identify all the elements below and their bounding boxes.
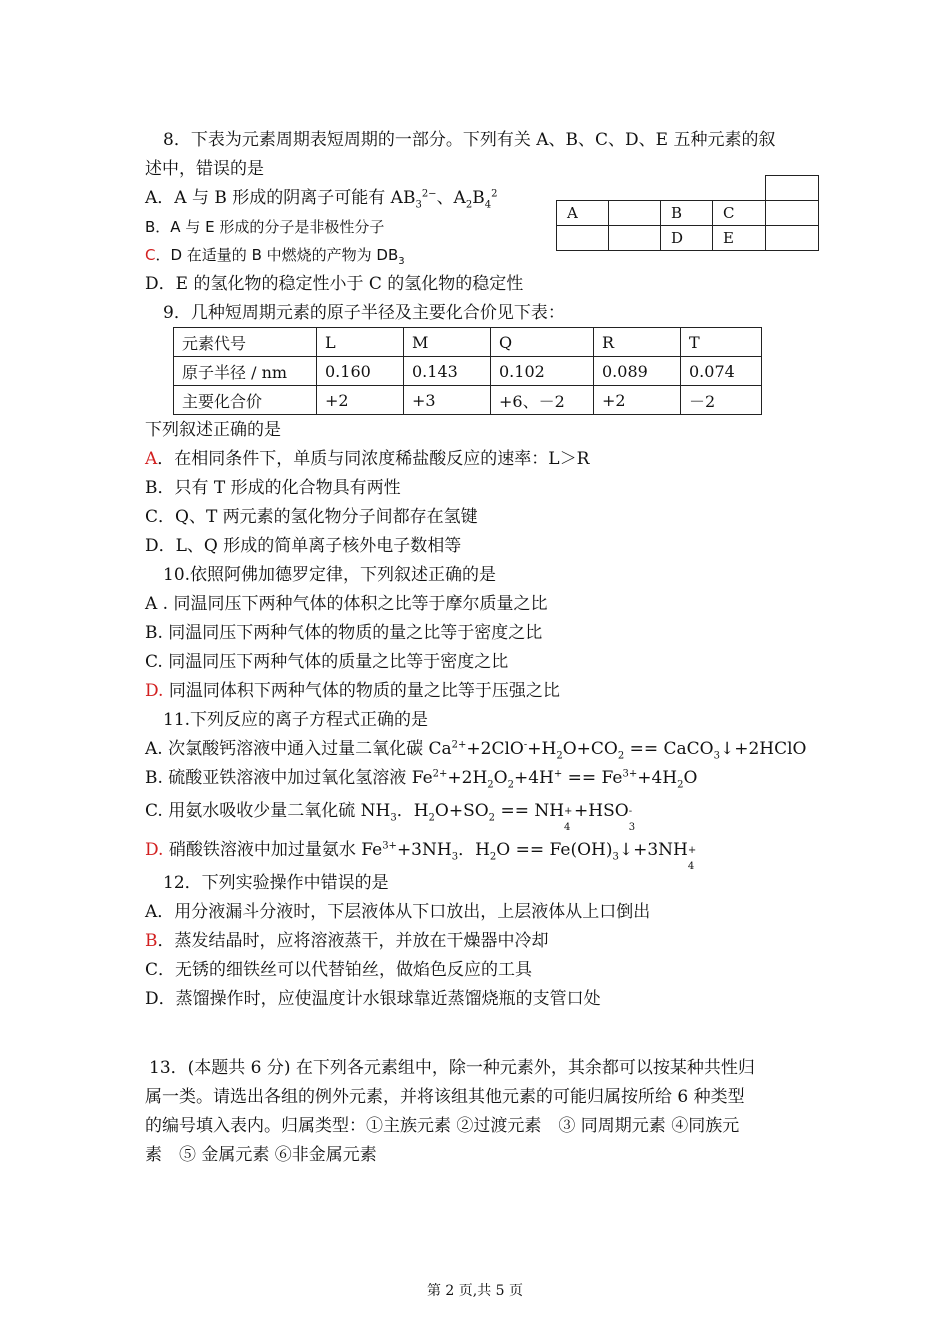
table-row bbox=[174, 386, 762, 415]
ptable-cell-empty bbox=[557, 226, 609, 251]
table-cell: +2 bbox=[594, 386, 681, 415]
q12-option-b-text: ．蒸发结晶时，应将溶液蒸干，并放在干燥器中冷却 bbox=[157, 931, 549, 951]
table-cell: +3 bbox=[404, 386, 491, 415]
q13-stem-line2: 属一类。请选出各组的例外元素，并将该组其他元素的可能归属按所给 6 种类型 bbox=[145, 1087, 745, 1107]
q12-option-d: D．蒸馏操作时，应使温度计水银球靠近蒸馏烧瓶的支管口处 bbox=[145, 989, 601, 1009]
table-cell: R bbox=[594, 328, 681, 357]
q8-option-d: D．E 的氢化物的稳定性小于 C 的氢化物的稳定性 bbox=[145, 274, 524, 294]
q12-option-b bbox=[145, 929, 549, 953]
table-cell: M bbox=[404, 328, 491, 357]
table-cell: Q bbox=[491, 328, 594, 357]
q10-option-b: B. 同温同压下两种气体的物质的量之比等于密度之比 bbox=[145, 623, 543, 643]
table-cell: 原子半径 / nm bbox=[174, 357, 317, 386]
table-cell: 0.074 bbox=[681, 357, 762, 386]
ptable-empty-cell bbox=[765, 176, 818, 201]
q9-option-c: C．Q、T 两元素的氢化物分子间都存在氢键 bbox=[145, 507, 478, 527]
q11-option-d-mark: D. bbox=[145, 840, 164, 860]
table-cell: +6、－2 bbox=[491, 386, 594, 415]
q8-option-a-mid: 、A bbox=[436, 188, 466, 208]
table-cell: 0.089 bbox=[594, 357, 681, 386]
ptable-cell-a: A bbox=[557, 201, 609, 226]
q11-stem: 11.下列反应的离子方程式正确的是 bbox=[163, 710, 429, 730]
ptable-cell-empty bbox=[765, 201, 818, 226]
table-row bbox=[174, 328, 762, 357]
q11-option-d-text: 硝酸铁溶液中加过量氨水 bbox=[163, 840, 356, 860]
ptable-cell-d: D bbox=[661, 226, 713, 251]
q13-stem-line3: 的编号填入表内。归属类型：①主族元素 ②过渡元素 ③ 同周期元素 ④同族元 bbox=[145, 1116, 740, 1136]
q12-option-c: C．无锈的细铁丝可以代替铂丝，做焰色反应的工具 bbox=[145, 960, 533, 980]
table-cell: －2 bbox=[681, 386, 762, 415]
ptable-cell-c: C bbox=[713, 201, 766, 226]
q8-option-c-mark: C bbox=[145, 246, 156, 264]
ptable-cell-empty bbox=[609, 201, 661, 226]
table-cell: L bbox=[317, 328, 404, 357]
q8-option-c-text: ．D 在适量的 B 中燃烧的产物为 DB bbox=[155, 246, 399, 264]
q9-prompt: 下列叙述正确的是 bbox=[145, 420, 281, 440]
q11-option-c: C. 用氨水吸收少量二氧化硫 $NH_3$．$H_2O+SO_2$ == NH + 4 +HSO - 3 bbox=[145, 801, 636, 833]
table-cell: 0.160 bbox=[317, 357, 404, 386]
ptable-cell-empty bbox=[609, 226, 661, 251]
q9-option-a-text: ．在相同条件下，单质与同浓度稀盐酸反应的速率：L＞R bbox=[157, 449, 590, 469]
table-cell: +2 bbox=[317, 386, 404, 415]
q10-option-d-mark: D. bbox=[145, 681, 164, 701]
element-data-table bbox=[173, 327, 762, 415]
q11-option-c-text: C. 用氨水吸收少量二氧化硫 bbox=[145, 801, 356, 821]
page-footer: 第 2 页,共 5 页 bbox=[426, 1283, 524, 1299]
q10-option-a: A . 同温同压下两种气体的体积之比等于摩尔质量之比 bbox=[145, 594, 548, 614]
q8-option-a-b: B bbox=[472, 188, 485, 208]
table-cell: T bbox=[681, 328, 762, 357]
q11-option-b: B. 硫酸亚铁溶液中加过氧化氢溶液 $Fe^{2+}+2H_2O_2+4H^+ == Fe^{3+}+4H_2O$ bbox=[145, 768, 698, 791]
q13-stem-line4: 素 ⑤ 金属元素 ⑥非金属元素 bbox=[145, 1145, 377, 1165]
q11-option-a-text: A. 次氯酸钙溶液中通入过量二氧化碳 bbox=[145, 739, 424, 759]
q9-option-a-mark: A bbox=[145, 449, 158, 469]
ptable-cell-e: E bbox=[713, 226, 766, 251]
ptable-cell-empty bbox=[765, 226, 818, 251]
q8-option-a: A．A 与 B 形成的阴离子可能有 $AB_3^{2-}$、$A_2B_4^2$ bbox=[145, 188, 498, 211]
ptable-cell-b: B bbox=[661, 201, 713, 226]
table-row bbox=[174, 357, 762, 386]
q11-option-b-text: B. 硫酸亚铁溶液中加过氧化氢溶液 bbox=[145, 768, 407, 788]
q12-option-a: A．用分液漏斗分液时，下层液体从下口放出，上层液体从上口倒出 bbox=[145, 902, 651, 922]
q8-stem-line1: 8．下表为元素周期表短周期的一部分。下列有关 A、B、C、D、E 五种元素的叙 bbox=[163, 130, 776, 150]
q10-option-d bbox=[145, 679, 560, 703]
q13-stem-line1: 13．(本题共 6 分) 在下列各元素组中，除一种元素外，其余都可以按某种共性归 bbox=[149, 1058, 755, 1078]
table-cell: 0.102 bbox=[491, 357, 594, 386]
q12-option-b-mark: B bbox=[145, 931, 158, 951]
table-cell: 0.143 bbox=[404, 357, 491, 386]
q8-option-a-text: A．A 与 B 形成的阴离子可能有 AB bbox=[145, 188, 416, 208]
q10-option-c: C. 同温同压下两种气体的质量之比等于密度之比 bbox=[145, 652, 509, 672]
q9-stem: 9．几种短周期元素的原子半径及主要化合价见下表： bbox=[163, 303, 565, 323]
periodic-table-fragment bbox=[556, 175, 819, 251]
table-cell: 主要化合价 bbox=[174, 386, 317, 415]
q10-option-d-text: 同温同体积下两种气体的物质的量之比等于压强之比 bbox=[163, 681, 560, 701]
q9-option-a bbox=[145, 447, 589, 471]
q8-option-c: C．D 在适量的 B 中燃烧的产物为 $DB_3$ bbox=[145, 246, 405, 267]
q11-option-d: D. 硝酸铁溶液中加过量氨水 $Fe^{3+}+3NH_3$．$H_2O$ == $Fe(OH)_3↓+3NH$ + 4 bbox=[145, 840, 697, 872]
q9-option-b: B．只有 T 形成的化合物具有两性 bbox=[145, 478, 401, 498]
q10-stem: 10.依照阿佛加德罗定律，下列叙述正确的是 bbox=[163, 565, 497, 585]
q8-option-b: B．A 与 E 形成的分子是非极性分子 bbox=[145, 218, 385, 236]
q8-stem-line2: 述中，错误的是 bbox=[145, 159, 264, 179]
table-cell: 元素代号 bbox=[174, 328, 317, 357]
q9-option-d: D．L、Q 形成的简单离子核外电子数相等 bbox=[145, 536, 462, 556]
q11-option-a: A. 次氯酸钙溶液中通入过量二氧化碳 $Ca^{2+}+2ClO^-+H_2O+CO_2$ == CaCO$_3$↓+2HClO bbox=[145, 739, 807, 762]
q12-stem: 12．下列实验操作中错误的是 bbox=[163, 873, 389, 893]
